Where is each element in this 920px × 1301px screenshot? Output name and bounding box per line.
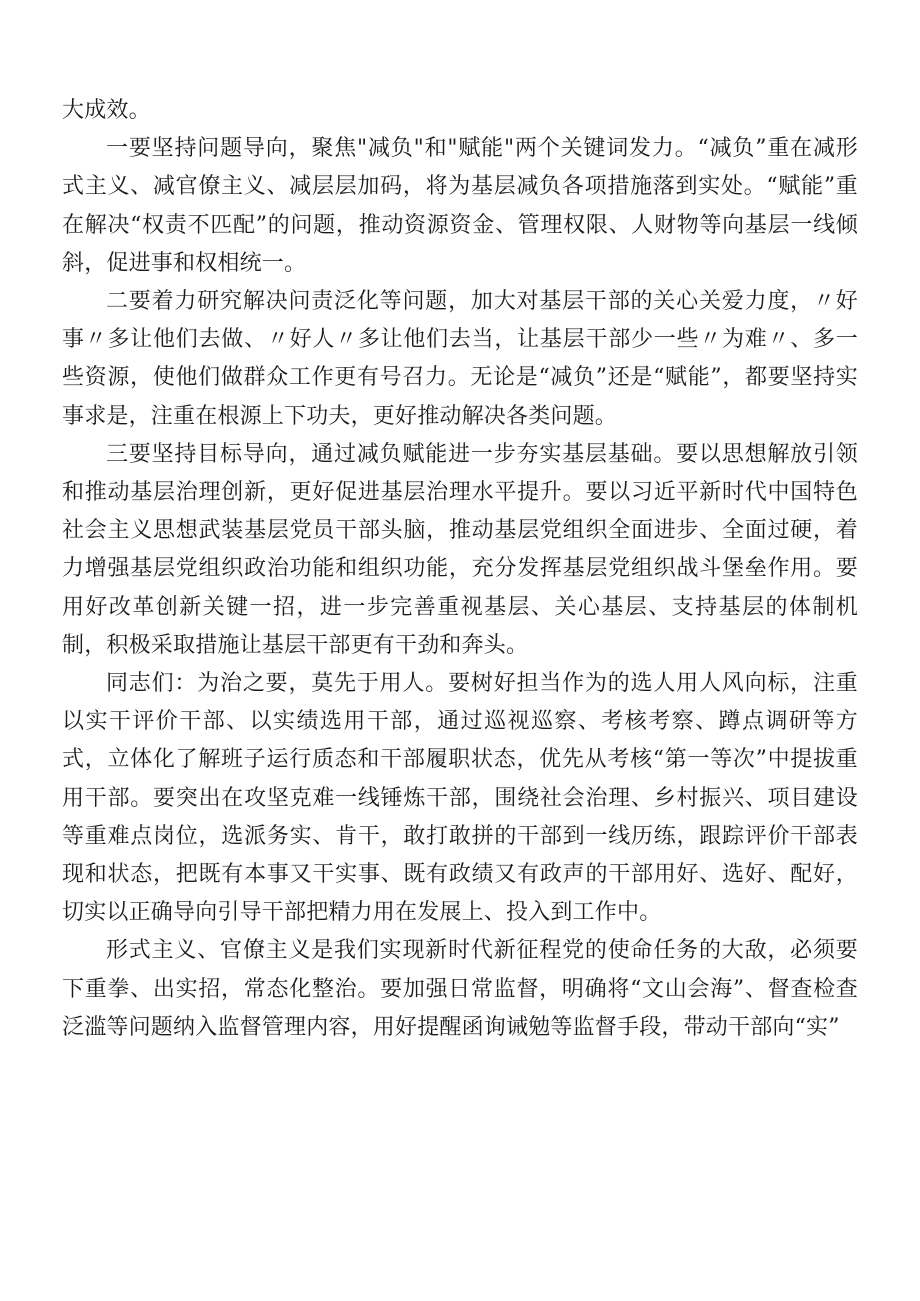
paragraph-reduce-burden: 一要坚持问题导向，聚焦"减负"和"赋能"两个关键词发力。“减负”重在减形式主义、减官僚主义、减层层加码，将为基层减负各项措施落到实处。“赋能”重在解决“权责不匹配”的问题，推动资源资金、管理权限、人财物等向基层一线倾斜，促进事和权相统一。 <box>62 136 858 276</box>
paragraph-personnel: 同志们：为治之要，莫先于用人。要树好担当作为的选人用人风向标，注重以实干评价干部、以实绩选用干部，通过巡视巡察、考核考察、蹲点调研等方式，立体化了解班子运行质态和干部履职状态，优先从考核“第一等次”中提拔重用干部。要突出在攻坚克难一线锤炼干部，围绕社会治理、乡村振兴、项目建设等重难点岗位，选派务实、肯干，敢打敢拼的干部到一线历练，跟踪评价干部表现和状态，把既有本事又干实事、既有政绩又有政声的干部用好、选好、配好，切实以正确导向引导干部把精力用在发展上、投入到工作中。 <box>62 671 858 926</box>
paragraph-goal-oriented: 三要坚持目标导向，通过减负赋能进一步夯实基层基础。要以思想解放引领和推动基层治理创新，更好促进基层治理水平提升。要以习近平新时代中国特色社会主义思想武装基层党员干部头脑，推动基层党组织全面进步、全面过硬，着力增强基层党组织政治功能和组织功能，充分发挥基层党组织战斗堡垒作用。要用好改革创新关键一招，进一步完善重视基层、关心基层、支持基层的体制机制，积极采取措施让基层干部更有干劲和奔头。 <box>62 441 858 658</box>
paragraph-accountability: 二要着力研究解决问责泛化等问题，加大对基层干部的关心关爱力度，〃好事〃多让他们去做、〃好人〃多让他们去当，让基层干部少一些〃为难〃、多一些资源，使他们做群众工作更有号召力。无论是“减负”还是“赋能”，都要坚持实事求是，注重在根源上下功夫，更好推动解决各类问题。 <box>62 289 858 429</box>
paragraph-formalism: 形式主义、官僚主义是我们实现新时代新征程党的使命任务的大敌，必须要下重拳、出实招，常态化整治。要加强日常监督，明确将“文山会海”、督查检查泛滥等问题纳入监督管理内容，用好提醒函询诫勉等监督手段，带动干部向“实” <box>62 938 858 1040</box>
paragraph-continuation: 大成效。 <box>62 98 151 123</box>
document-body <box>62 92 858 1047</box>
